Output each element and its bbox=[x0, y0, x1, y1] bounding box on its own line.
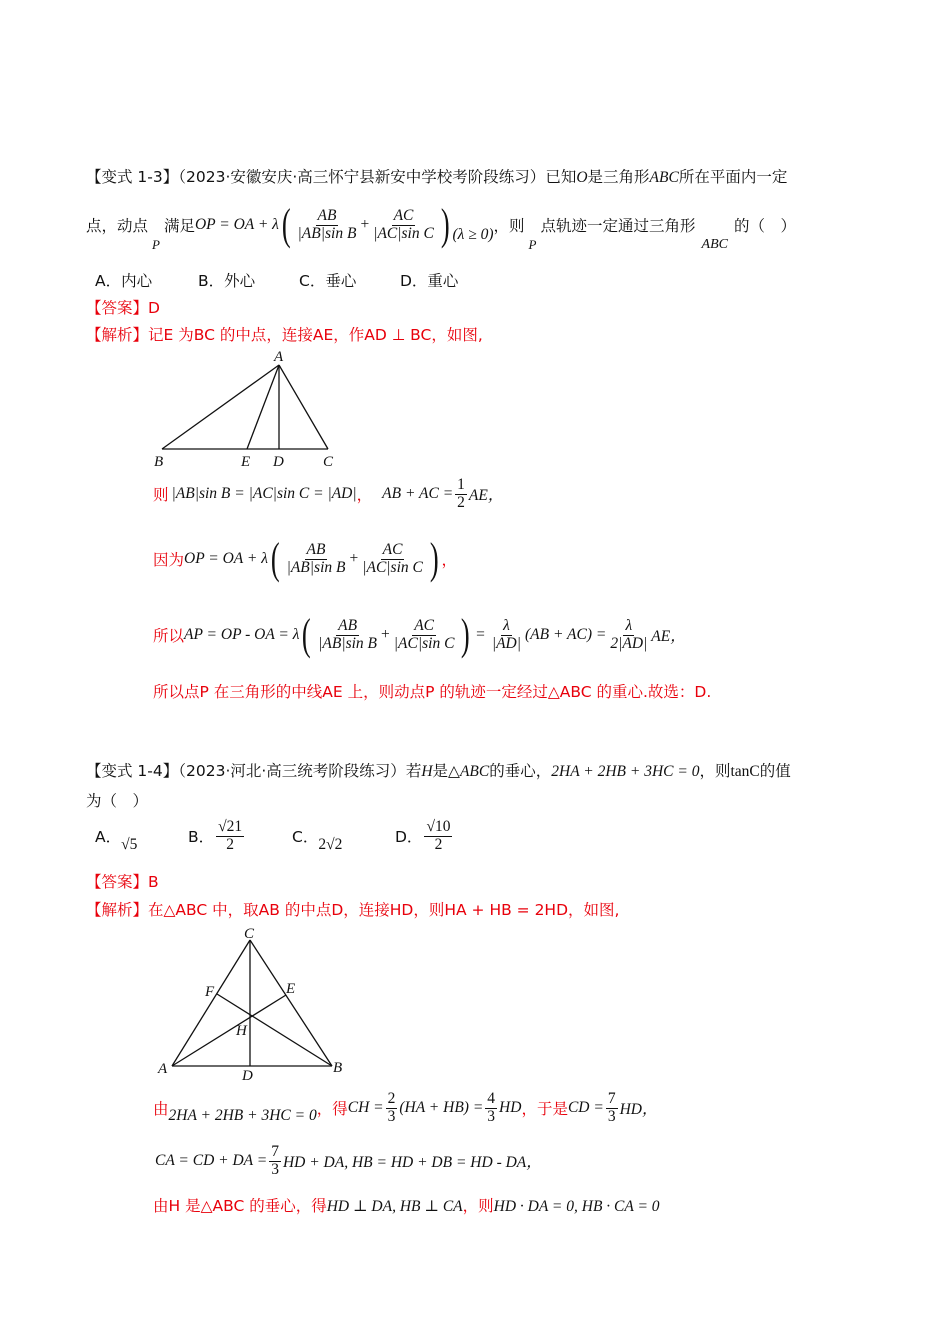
text: 因为 bbox=[153, 551, 185, 569]
denominator: |AB|sin B bbox=[297, 224, 357, 242]
analysis-1-4: 【解析】在△ABC 中，取AB 的中点D，连接HD，则HA + HB = 2HD，如图, bbox=[86, 901, 620, 919]
svg-text:H: H bbox=[236, 1023, 247, 1039]
math-var: H bbox=[421, 763, 433, 780]
math-var: P bbox=[152, 237, 160, 252]
svg-text:D: D bbox=[242, 1068, 253, 1082]
text: 所以 bbox=[153, 627, 185, 645]
fraction: $\frac{\lambda}{|AD|}$ bbox=[491, 617, 522, 652]
answer-value: D bbox=[148, 299, 160, 317]
formula: OP = OA + λ bbox=[194, 216, 279, 233]
formula: 2HA + 2HB + 3HC = 0 bbox=[551, 763, 700, 780]
svg-text:C: C bbox=[323, 454, 334, 470]
stem-text: 点，动点 bbox=[86, 217, 149, 235]
stem-text: 的垂心， bbox=[489, 762, 552, 780]
analysis-label: 【解析】 bbox=[86, 326, 149, 344]
formula: AE， bbox=[468, 487, 504, 504]
stem-text: ，则 bbox=[493, 217, 525, 235]
math-var: P bbox=[528, 237, 537, 252]
svg-text:A: A bbox=[158, 1061, 168, 1077]
analysis-1-3-line4: 所以 AP = OP - OA = λ ( $\frac{AB}{\text{|AB|sin B}}$ + $\frac{AC}{\text{|AC|sin C}}$ ) = $\frac{\lambda}{|AD|}$ (AB + AC) = $\frac{\lambda}{2|AD|}$ AE， bbox=[153, 610, 686, 659]
triangle-figure-1-3 bbox=[150, 345, 350, 473]
formula: AE， bbox=[651, 628, 686, 645]
svg-text:B: B bbox=[333, 1060, 343, 1076]
analysis-1-4-line2: 由 2HA + 2HB + 3HC = 0 ，得 CH = $\frac{2}{3}$ (HA + HB) = $\frac{4}{3}$ HD ，于是 CD = $\frac{7}{3}$ HD， bbox=[153, 1090, 658, 1125]
stem-text: 满足 bbox=[163, 217, 195, 235]
math-var: tanC bbox=[730, 763, 760, 780]
fraction: $\frac{AC}{\text{|AC|sin C}}$ bbox=[393, 617, 455, 652]
triangle-figure-1-4 bbox=[155, 922, 355, 1082]
formula: OP = OA + λ bbox=[184, 550, 268, 567]
fraction: $\frac{AC}{\text{|AC|sin C}}$ bbox=[362, 541, 423, 576]
svg-text:E: E bbox=[241, 454, 251, 470]
analysis-1-4-line3: CA = CD + DA = $\frac{7}{3}$ HD + DA, HB = HD + DB = HD - DA， bbox=[155, 1143, 542, 1178]
stem-text: 所在平面内一定 bbox=[678, 168, 788, 186]
formula: AP = OP - OA = λ bbox=[184, 626, 300, 643]
math-var: △ABC bbox=[448, 763, 490, 780]
fraction bbox=[371, 208, 436, 242]
paren: ) bbox=[440, 200, 450, 249]
problem-1-4-line2: 为（ ） bbox=[86, 792, 149, 810]
formula: AB + AC = bbox=[382, 485, 454, 502]
analysis-text: 记E 为BC 的中点，连接AE，作AD ⊥ BC，如图, bbox=[148, 326, 483, 344]
problem-source: （2023·安徽安庆·高三怀宁县新安中学校考阶段练习） bbox=[178, 168, 546, 186]
option-b[interactable]: B．外心 bbox=[198, 272, 256, 290]
answer-1-3 bbox=[86, 296, 160, 318]
formula: (AB + AC) = bbox=[525, 626, 607, 643]
answer-1-4: 【答案】B bbox=[86, 873, 159, 891]
stem-text: 的（ ） bbox=[733, 217, 796, 235]
svg-text:A: A bbox=[274, 349, 284, 365]
numerator: AC bbox=[393, 207, 414, 225]
option-b[interactable]: B． $\frac{√21}{2}$ bbox=[188, 818, 243, 853]
option-d[interactable]: D． $\frac{√10}{2}$ bbox=[395, 818, 451, 853]
option-c[interactable]: C． 2√2 bbox=[292, 828, 343, 853]
problem-tag: 【变式 1-3】 bbox=[86, 168, 179, 186]
paren: ( bbox=[281, 200, 291, 249]
stem-text: ，则 bbox=[699, 762, 731, 780]
fraction: $\frac{1}{2}$ bbox=[457, 476, 465, 511]
option-a[interactable]: A．内心 bbox=[95, 272, 153, 290]
options-1-3 bbox=[95, 269, 458, 291]
fraction: $\frac{AB}{\text{|AB|sin B}}$ bbox=[286, 541, 346, 576]
formula: |AB|sin B = |AC|sin C = |AD| bbox=[171, 485, 357, 502]
fraction: $\frac{\lambda}{2|AD|}$ bbox=[610, 617, 648, 652]
fraction bbox=[296, 208, 359, 242]
svg-text:F: F bbox=[205, 984, 215, 1000]
problem-1-3-line2: 点，动点 P 满足 OP = OA + λ ( $\frac{AB}{\text{|AB|sin B}}$ + $\frac{AC}{\text{|AC|sin C}}$ ) (λ ≥ 0) ，则 P 点轨迹一定通过三角形 ABC 的（ ） bbox=[86, 200, 796, 252]
svg-text:D: D bbox=[273, 454, 284, 470]
options-1-4 bbox=[95, 814, 454, 858]
text: 则 bbox=[153, 486, 169, 504]
stem-text: 已知 bbox=[545, 168, 577, 186]
stem-text: 是三角形 bbox=[587, 168, 650, 186]
numerator: AB bbox=[317, 207, 337, 225]
math-var: ABC bbox=[701, 237, 728, 252]
problem-source: （2023·河北·高三统考阶段练习） bbox=[178, 762, 406, 780]
stem-text: 的值 bbox=[759, 762, 791, 780]
answer-label: 【答案】 bbox=[86, 299, 149, 317]
denominator: |AC|sin C bbox=[373, 224, 434, 242]
condition: (λ ≥ 0) bbox=[452, 226, 494, 243]
problem-1-3-line1 bbox=[86, 165, 787, 187]
option-c[interactable]: C．垂心 bbox=[299, 272, 357, 290]
fraction: $\frac{AB}{\text{|AB|sin B}}$ bbox=[318, 617, 378, 652]
stem-text: 若 bbox=[405, 762, 422, 780]
analysis-1-3-line2: 则 |AB|sin B = |AC|sin C = |AD| ， AB + AC = $\frac{1}{2}$ AE， bbox=[153, 476, 504, 511]
option-a[interactable]: A． √5 bbox=[95, 828, 138, 853]
svg-text:E: E bbox=[286, 981, 296, 997]
math-var: ABC bbox=[649, 169, 679, 186]
conclusion-1-3: 所以点P 在三角形的中线AE 上，则动点P 的轨迹一定经过△ABC 的重心.故选：D. bbox=[153, 683, 712, 701]
option-d[interactable]: D．重心 bbox=[400, 272, 459, 290]
math-var: O bbox=[576, 169, 588, 186]
stem-text: 是 bbox=[432, 762, 449, 780]
problem-1-4-line1 bbox=[86, 759, 791, 781]
analysis-1-4-line4: 由H 是△ABC 的垂心，得HD ⊥ DA, HB ⊥ CA，则HD · DA = 0, HB · CA = 0 bbox=[153, 1197, 660, 1215]
analysis-1-3 bbox=[86, 323, 483, 345]
stem-text: 点轨迹一定通过三角形 bbox=[540, 217, 696, 235]
analysis-1-3-line3: 因为 OP = OA + λ ( $\frac{AB}{\text{|AB|sin B}}$ + $\frac{AC}{\text{|AC|sin C}}$ ) ， bbox=[153, 534, 458, 583]
problem-tag: 【变式 1-4】 bbox=[86, 762, 179, 780]
svg-text:C: C bbox=[244, 926, 255, 942]
svg-text:B: B bbox=[154, 454, 164, 470]
